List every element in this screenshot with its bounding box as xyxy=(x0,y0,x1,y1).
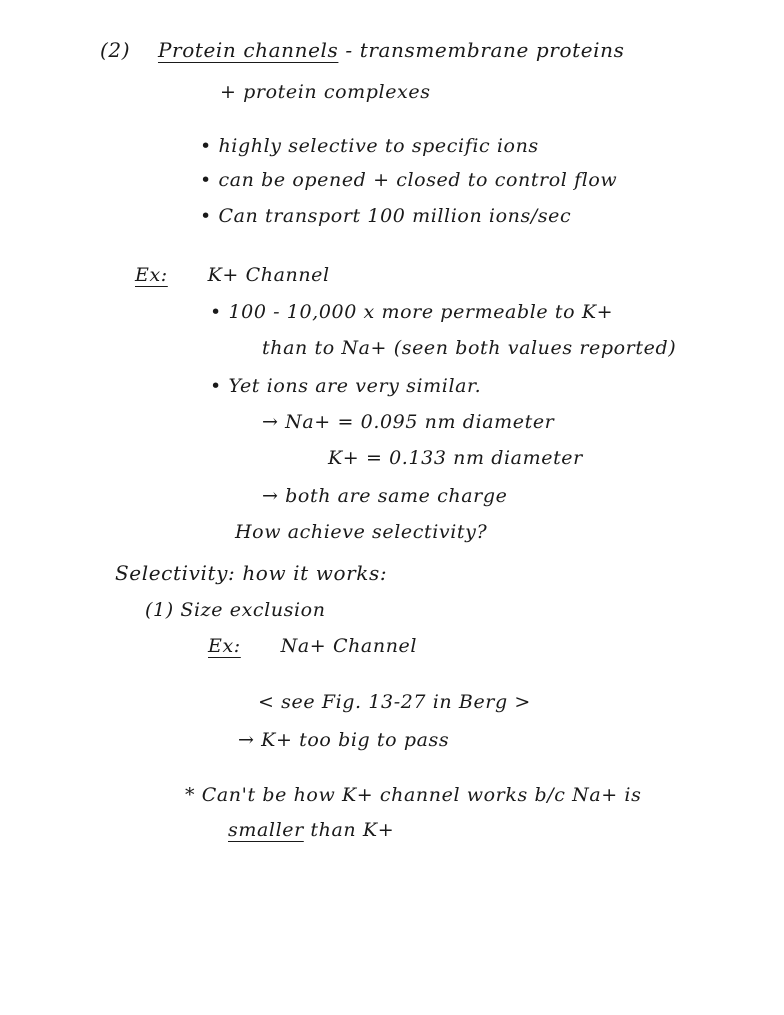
example-title: Na+ Channel xyxy=(280,635,418,657)
bullet-item: • highly selective to specific ions xyxy=(200,135,539,157)
section-title-rest: - transmembrane proteins xyxy=(338,38,625,62)
footnote-cont: smaller than K+ xyxy=(228,819,395,841)
size-note: → K+ too big to pass xyxy=(238,729,450,751)
section-heading xyxy=(100,38,625,62)
example-point: • Yet ions are very similar. xyxy=(210,375,482,397)
example-point-cont: than to Na+ (seen both values reported) xyxy=(262,337,677,359)
charge-note: → both are same charge xyxy=(262,485,508,507)
selectivity-question: How achieve selectivity? xyxy=(235,521,488,543)
section-title: Protein channels xyxy=(157,38,339,62)
na-channel-example xyxy=(208,634,417,658)
na-diameter: → Na+ = 0.095 nm diameter xyxy=(262,411,555,433)
bullet-item: • Can transport 100 million ions/sec xyxy=(200,205,572,227)
bullet-item: • can be opened + closed to control flow xyxy=(200,169,618,191)
example-label: Ex: xyxy=(208,635,241,657)
underlined-word: smaller xyxy=(228,819,304,841)
section-number: (2) xyxy=(100,38,131,62)
section-heading-line2: + protein complexes xyxy=(220,81,431,103)
footnote: * Can't be how K+ channel works b/c Na+ is xyxy=(185,784,642,806)
example-title: K+ Channel xyxy=(207,264,330,286)
example-label: Ex: xyxy=(135,264,168,286)
example-k-heading xyxy=(135,263,330,287)
figure-reference: < see Fig. 13-27 in Berg > xyxy=(258,691,531,713)
selectivity-heading: Selectivity: how it works: xyxy=(115,561,388,585)
k-diameter: K+ = 0.133 nm diameter xyxy=(328,447,583,469)
selectivity-item: (1) Size exclusion xyxy=(145,599,326,621)
example-point: • 100 - 10,000 x more permeable to K+ xyxy=(210,301,614,323)
